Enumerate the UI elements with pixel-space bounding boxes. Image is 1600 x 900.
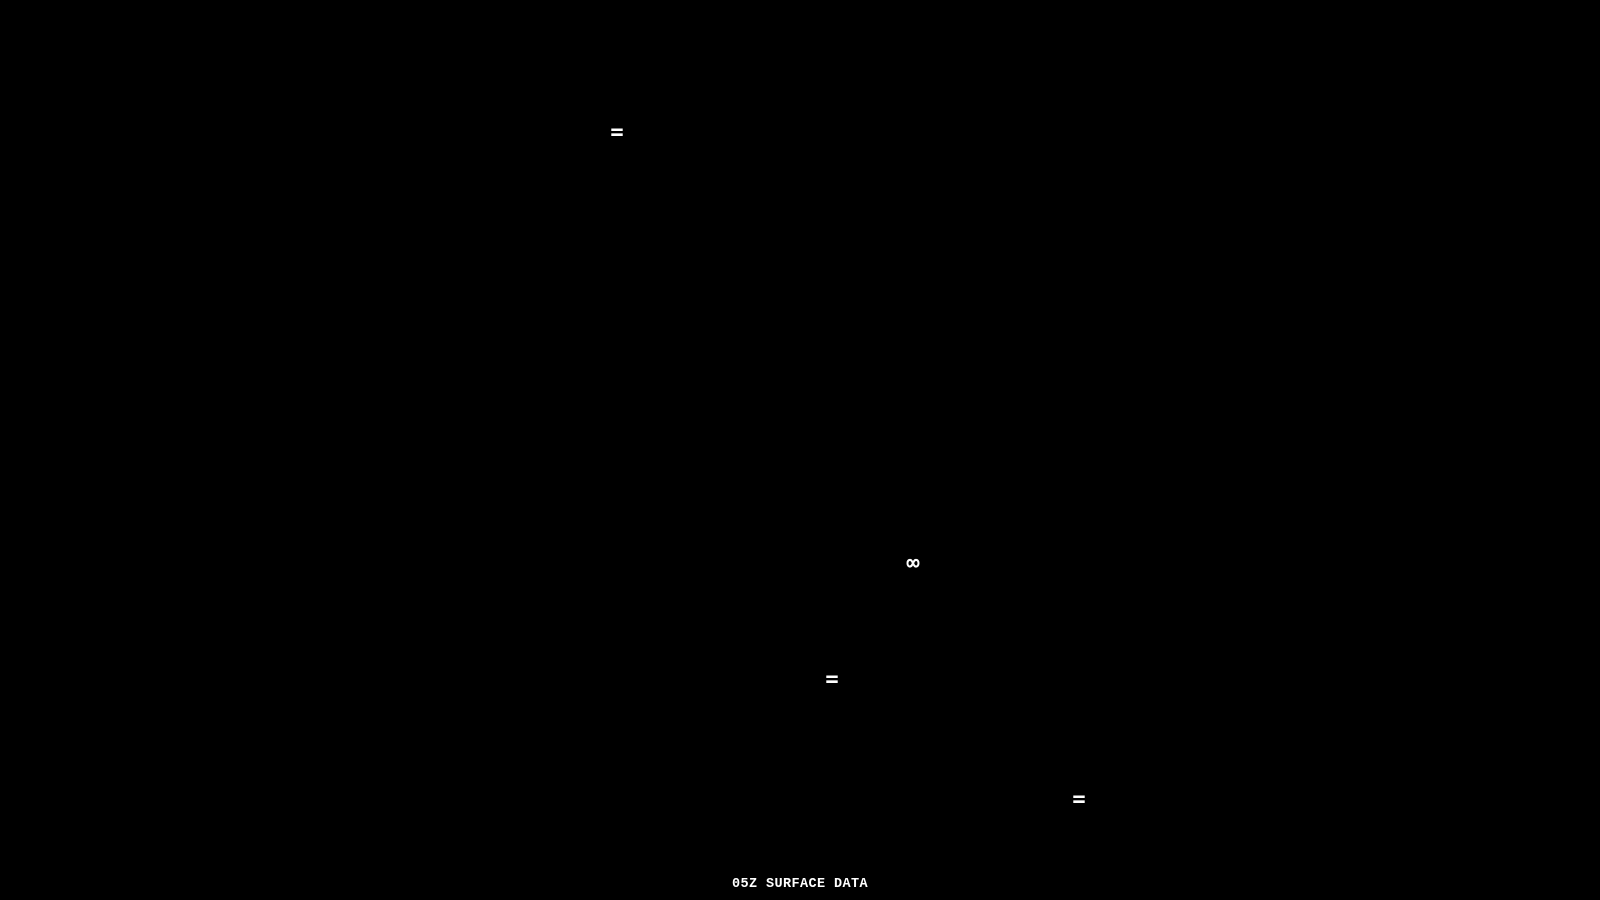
haze-symbol-icon: ∞ (906, 551, 920, 576)
fog-symbol-icon: = (1072, 787, 1086, 812)
plot-caption: 05Z SURFACE DATA (731, 876, 869, 892)
fog-symbol-icon: = (825, 667, 839, 692)
fog-symbol-icon: = (610, 120, 624, 145)
